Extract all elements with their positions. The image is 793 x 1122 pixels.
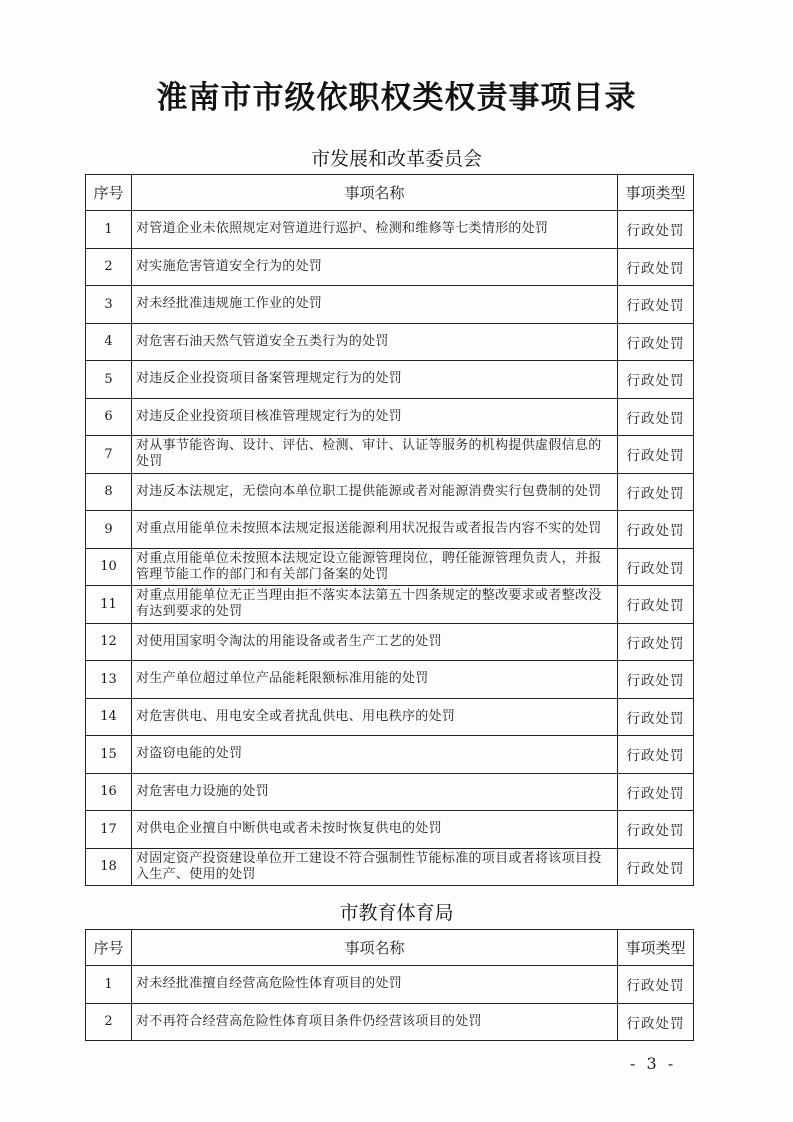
- item-name: 对危害供电、用电安全或者扰乱供电、用电秩序的处罚: [132, 698, 618, 736]
- row-number: 7: [86, 436, 132, 474]
- row-number: 16: [86, 773, 132, 811]
- item-name: 对违反企业投资项目核准管理规定行为的处罚: [132, 398, 618, 436]
- row-number: 12: [86, 623, 132, 661]
- row-number: 1: [86, 966, 132, 1004]
- item-type: 行政处罚: [618, 211, 694, 249]
- catalog-table-development-reform: [85, 174, 694, 886]
- item-name: 对管道企业未依照规定对管道进行巡护、检测和维修等七类情形的处罚: [132, 211, 618, 249]
- table-row: [86, 548, 694, 586]
- row-number: 2: [86, 248, 132, 286]
- catalog-table-education-sports: [85, 929, 694, 1041]
- row-number: 11: [86, 586, 132, 624]
- item-type: 行政处罚: [618, 966, 694, 1004]
- table-row: [86, 586, 694, 624]
- row-number: 15: [86, 736, 132, 774]
- header-name: 事项名称: [132, 175, 618, 211]
- header-no: 序号: [86, 930, 132, 966]
- item-name: 对重点用能单位无正当理由拒不落实本法第五十四条规定的整改要求或者整改没有达到要求的处罚: [132, 586, 618, 624]
- item-type: 行政处罚: [618, 698, 694, 736]
- item-type: 行政处罚: [618, 548, 694, 586]
- row-number: 9: [86, 511, 132, 549]
- item-name: 对盗窃电能的处罚: [132, 736, 618, 774]
- item-name: 对重点用能单位未按照本法规定报送能源利用状况报告或者报告内容不实的处罚: [132, 511, 618, 549]
- item-type: 行政处罚: [618, 736, 694, 774]
- item-type: 行政处罚: [618, 586, 694, 624]
- table-row: [86, 361, 694, 399]
- table-body: [86, 211, 694, 886]
- table-row: [86, 848, 694, 886]
- item-name: 对违反本法规定，无偿向本单位职工提供能源或者对能源消费实行包费制的处罚: [132, 473, 618, 511]
- table-row: [86, 623, 694, 661]
- item-name: 对供电企业擅自中断供电或者未按时恢复供电的处罚: [132, 811, 618, 849]
- table-row: [86, 398, 694, 436]
- table-body: [86, 966, 694, 1041]
- item-type: 行政处罚: [618, 811, 694, 849]
- item-type: 行政处罚: [618, 661, 694, 699]
- table-header-row: [86, 175, 694, 211]
- table-row: [86, 473, 694, 511]
- table-row: [86, 698, 694, 736]
- item-name: 对使用国家明令淘汰的用能设备或者生产工艺的处罚: [132, 623, 618, 661]
- item-type: 行政处罚: [618, 398, 694, 436]
- item-name: 对实施危害管道安全行为的处罚: [132, 248, 618, 286]
- item-type: 行政处罚: [618, 511, 694, 549]
- row-number: 1: [86, 211, 132, 249]
- table-row: [86, 511, 694, 549]
- table-row: [86, 323, 694, 361]
- item-name: 对危害石油天然气管道安全五类行为的处罚: [132, 323, 618, 361]
- item-name: 对未经批准擅自经营高危险性体育项目的处罚: [132, 966, 618, 1004]
- header-type: 事项类型: [618, 930, 694, 966]
- table-row: [86, 811, 694, 849]
- item-name: 对危害电力设施的处罚: [132, 773, 618, 811]
- item-name: 对从事节能咨询、设计、评估、检测、审计、认证等服务的机构提供虚假信息的处罚: [132, 436, 618, 474]
- row-number: 5: [86, 361, 132, 399]
- item-type: 行政处罚: [618, 248, 694, 286]
- item-type: 行政处罚: [618, 323, 694, 361]
- section-title-development-reform: 市发展和改革委员会: [310, 148, 482, 170]
- item-type: 行政处罚: [618, 361, 694, 399]
- item-name: 对固定资产投资建设单位开工建设不符合强制性节能标准的项目或者将该项目投入生产、使用的处罚: [132, 848, 618, 886]
- item-name: 对违反企业投资项目备案管理规定行为的处罚: [132, 361, 618, 399]
- table-row: [86, 248, 694, 286]
- item-name: 对生产单位超过单位产品能耗限额标准用能的处罚: [132, 661, 618, 699]
- table-row: [86, 736, 694, 774]
- row-number: 17: [86, 811, 132, 849]
- row-number: 4: [86, 323, 132, 361]
- row-number: 10: [86, 548, 132, 586]
- table-row: [86, 436, 694, 474]
- row-number: 14: [86, 698, 132, 736]
- item-type: 行政处罚: [618, 848, 694, 886]
- row-number: 2: [86, 1003, 132, 1041]
- row-number: 18: [86, 848, 132, 886]
- item-name: 对不再符合经营高危险性体育项目条件仍经营该项目的处罚: [132, 1003, 618, 1041]
- header-type: 事项类型: [618, 175, 694, 211]
- item-type: 行政处罚: [618, 773, 694, 811]
- table-row: [86, 286, 694, 324]
- table-row: [86, 966, 694, 1004]
- row-number: 13: [86, 661, 132, 699]
- row-number: 6: [86, 398, 132, 436]
- page-number: - 3 -: [630, 1054, 677, 1073]
- table-row: [86, 661, 694, 699]
- item-type: 行政处罚: [618, 286, 694, 324]
- item-name: 对未经批准违规施工作业的处罚: [132, 286, 618, 324]
- row-number: 8: [86, 473, 132, 511]
- table-header-row: [86, 930, 694, 966]
- header-no: 序号: [86, 175, 132, 211]
- section-title-education-sports: 市教育体育局: [339, 902, 454, 924]
- header-name: 事项名称: [132, 930, 618, 966]
- document-title: 淮南市市级依职权类权责事项目录: [156, 80, 637, 116]
- item-name: 对重点用能单位未按照本法规定设立能源管理岗位，聘任能源管理负责人，并报管理节能工作的部门和有关部门备案的处罚: [132, 548, 618, 586]
- row-number: 3: [86, 286, 132, 324]
- item-type: 行政处罚: [618, 436, 694, 474]
- item-type: 行政处罚: [618, 1003, 694, 1041]
- item-type: 行政处罚: [618, 623, 694, 661]
- item-type: 行政处罚: [618, 473, 694, 511]
- table-row: [86, 1003, 694, 1041]
- table-row: [86, 211, 694, 249]
- table-row: [86, 773, 694, 811]
